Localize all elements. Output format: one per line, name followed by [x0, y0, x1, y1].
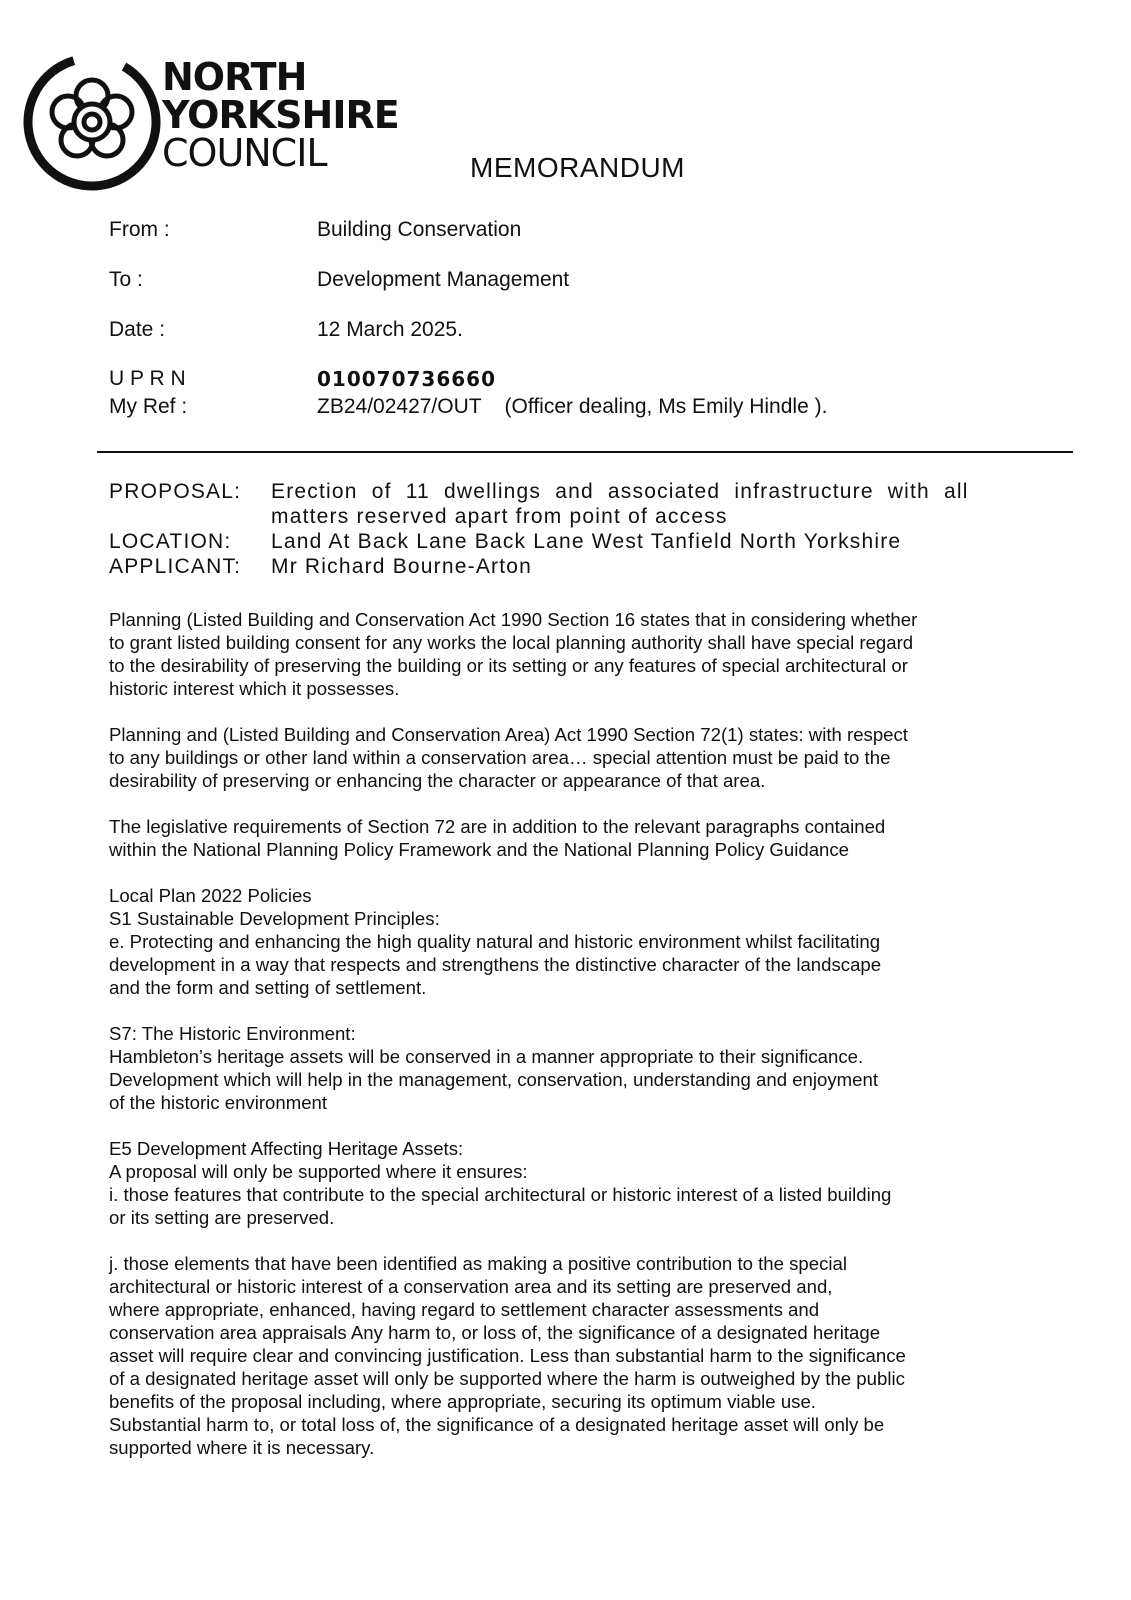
logo-line-yorkshire: YORKSHIRE [162, 93, 399, 137]
body-line: architectural or historic interest of a conservation area and its setting are preserved and, [109, 1276, 833, 1297]
logo-line-council: COUNCIL [162, 131, 327, 175]
proposal-label: PROPOSAL: [109, 480, 242, 503]
body-line: where appropriate, enhanced, having regard to settlement character assessments and [109, 1299, 820, 1320]
ref-value: ZB24/02427/OUT (Officer dealing, Ms Emily Hindle ). [317, 395, 828, 418]
memo-body [109, 608, 1029, 1482]
paragraph-e5 [109, 1137, 1029, 1229]
date-value: 12 March 2025. [317, 318, 463, 341]
proposal-line-1: Erection of 11 dwellings and associated infrastructure with all [271, 480, 969, 503]
body-line: e. Protecting and enhancing the high quality natural and historic environment whilst facilitating [109, 931, 881, 952]
paragraph-s7 [109, 1022, 1029, 1114]
body-line: desirability of preserving or enhancing the character or appearance of that area. [109, 770, 766, 791]
body-line: Planning (Listed Building and Conservation Act 1990 Section 16 states that in considering whether [109, 609, 918, 630]
paragraph-section-72 [109, 723, 1029, 792]
paragraph-section-16 [109, 608, 1029, 700]
from-label: From : [109, 218, 170, 241]
body-line: A proposal will only be supported where it ensures: [109, 1161, 528, 1182]
body-line: conservation area appraisals Any harm to, or loss of, the significance of a designated heritage [109, 1322, 881, 1343]
body-line: The legislative requirements of Section 72 are in addition to the relevant paragraphs contained [109, 816, 886, 837]
body-line: Hambleton’s heritage assets will be conserved in a manner appropriate to their significance. [109, 1046, 864, 1067]
body-line: benefits of the proposal including, where appropriate, securing its optimum viable use. [109, 1391, 816, 1412]
paragraph-legislative [109, 815, 1029, 861]
body-line: of the historic environment [109, 1092, 328, 1113]
body-line: within the National Planning Policy Framework and the National Planning Policy Guidance [109, 839, 850, 860]
body-line: to grant listed building consent for any works the local planning authority shall have special regard [109, 632, 914, 653]
paragraph-local-plan [109, 884, 1029, 999]
body-line: Development which will help in the management, conservation, understanding and enjoyment [109, 1069, 878, 1090]
body-line: supported where it is necessary. [109, 1437, 375, 1458]
date-label: Date : [109, 318, 166, 341]
body-line: development in a way that respects and strengthens the distinctive character of the landscape [109, 954, 882, 975]
rose-emblem-icon [22, 52, 162, 192]
uprn-value: 010070736660 [317, 367, 496, 391]
body-line: or its setting are preserved. [109, 1207, 335, 1228]
body-line: S7: The Historic Environment: [109, 1023, 356, 1044]
body-line: and the form and setting of settlement. [109, 977, 427, 998]
logo-line-north: NORTH [162, 55, 307, 99]
location-value: Land At Back Lane Back Lane West Tanfield North Yorkshire [271, 530, 902, 553]
council-wordmark [162, 55, 399, 175]
to-label: To : [109, 268, 143, 291]
memo-title: MEMORANDUM [470, 152, 685, 183]
body-line: E5 Development Affecting Heritage Assets: [109, 1138, 464, 1159]
applicant-label: APPLICANT: [109, 555, 242, 578]
location-label: LOCATION: [109, 530, 232, 553]
from-value: Building Conservation [317, 218, 522, 241]
body-line: asset will require clear and convincing justification. Less than substantial harm to the significance [109, 1345, 906, 1366]
body-line: historic interest which it possesses. [109, 678, 400, 699]
council-logo [22, 52, 422, 192]
body-line: Substantial harm to, or total loss of, the significance of a designated heritage asset will only be [109, 1414, 885, 1435]
body-line: S1 Sustainable Development Principles: [109, 908, 440, 929]
ref-label: My Ref : [109, 395, 188, 418]
to-value: Development Management [317, 268, 570, 291]
proposal-line-2: matters reserved apart from point of access [271, 505, 728, 528]
body-line: j. those elements that have been identified as making a positive contribution to the special [109, 1253, 848, 1274]
paragraph-j [109, 1252, 1029, 1459]
body-line: of a designated heritage asset will only be supported where the harm is outweighed by the public [109, 1368, 905, 1389]
body-line: i. those features that contribute to the special architectural or historic interest of a listed building [109, 1184, 892, 1205]
body-line: to the desirability of preserving the building or its setting or any features of special architectural or [109, 655, 908, 676]
uprn-label: U P R N [109, 367, 186, 390]
body-line: Planning and (Listed Building and Conservation Area) Act 1990 Section 72(1) states: with respect [109, 724, 908, 745]
applicant-value: Mr Richard Bourne-Arton [271, 555, 533, 578]
header-divider [97, 451, 1073, 453]
body-line: Local Plan 2022 Policies [109, 885, 312, 906]
body-line: to any buildings or other land within a conservation area… special attention must be paid to the [109, 747, 891, 768]
